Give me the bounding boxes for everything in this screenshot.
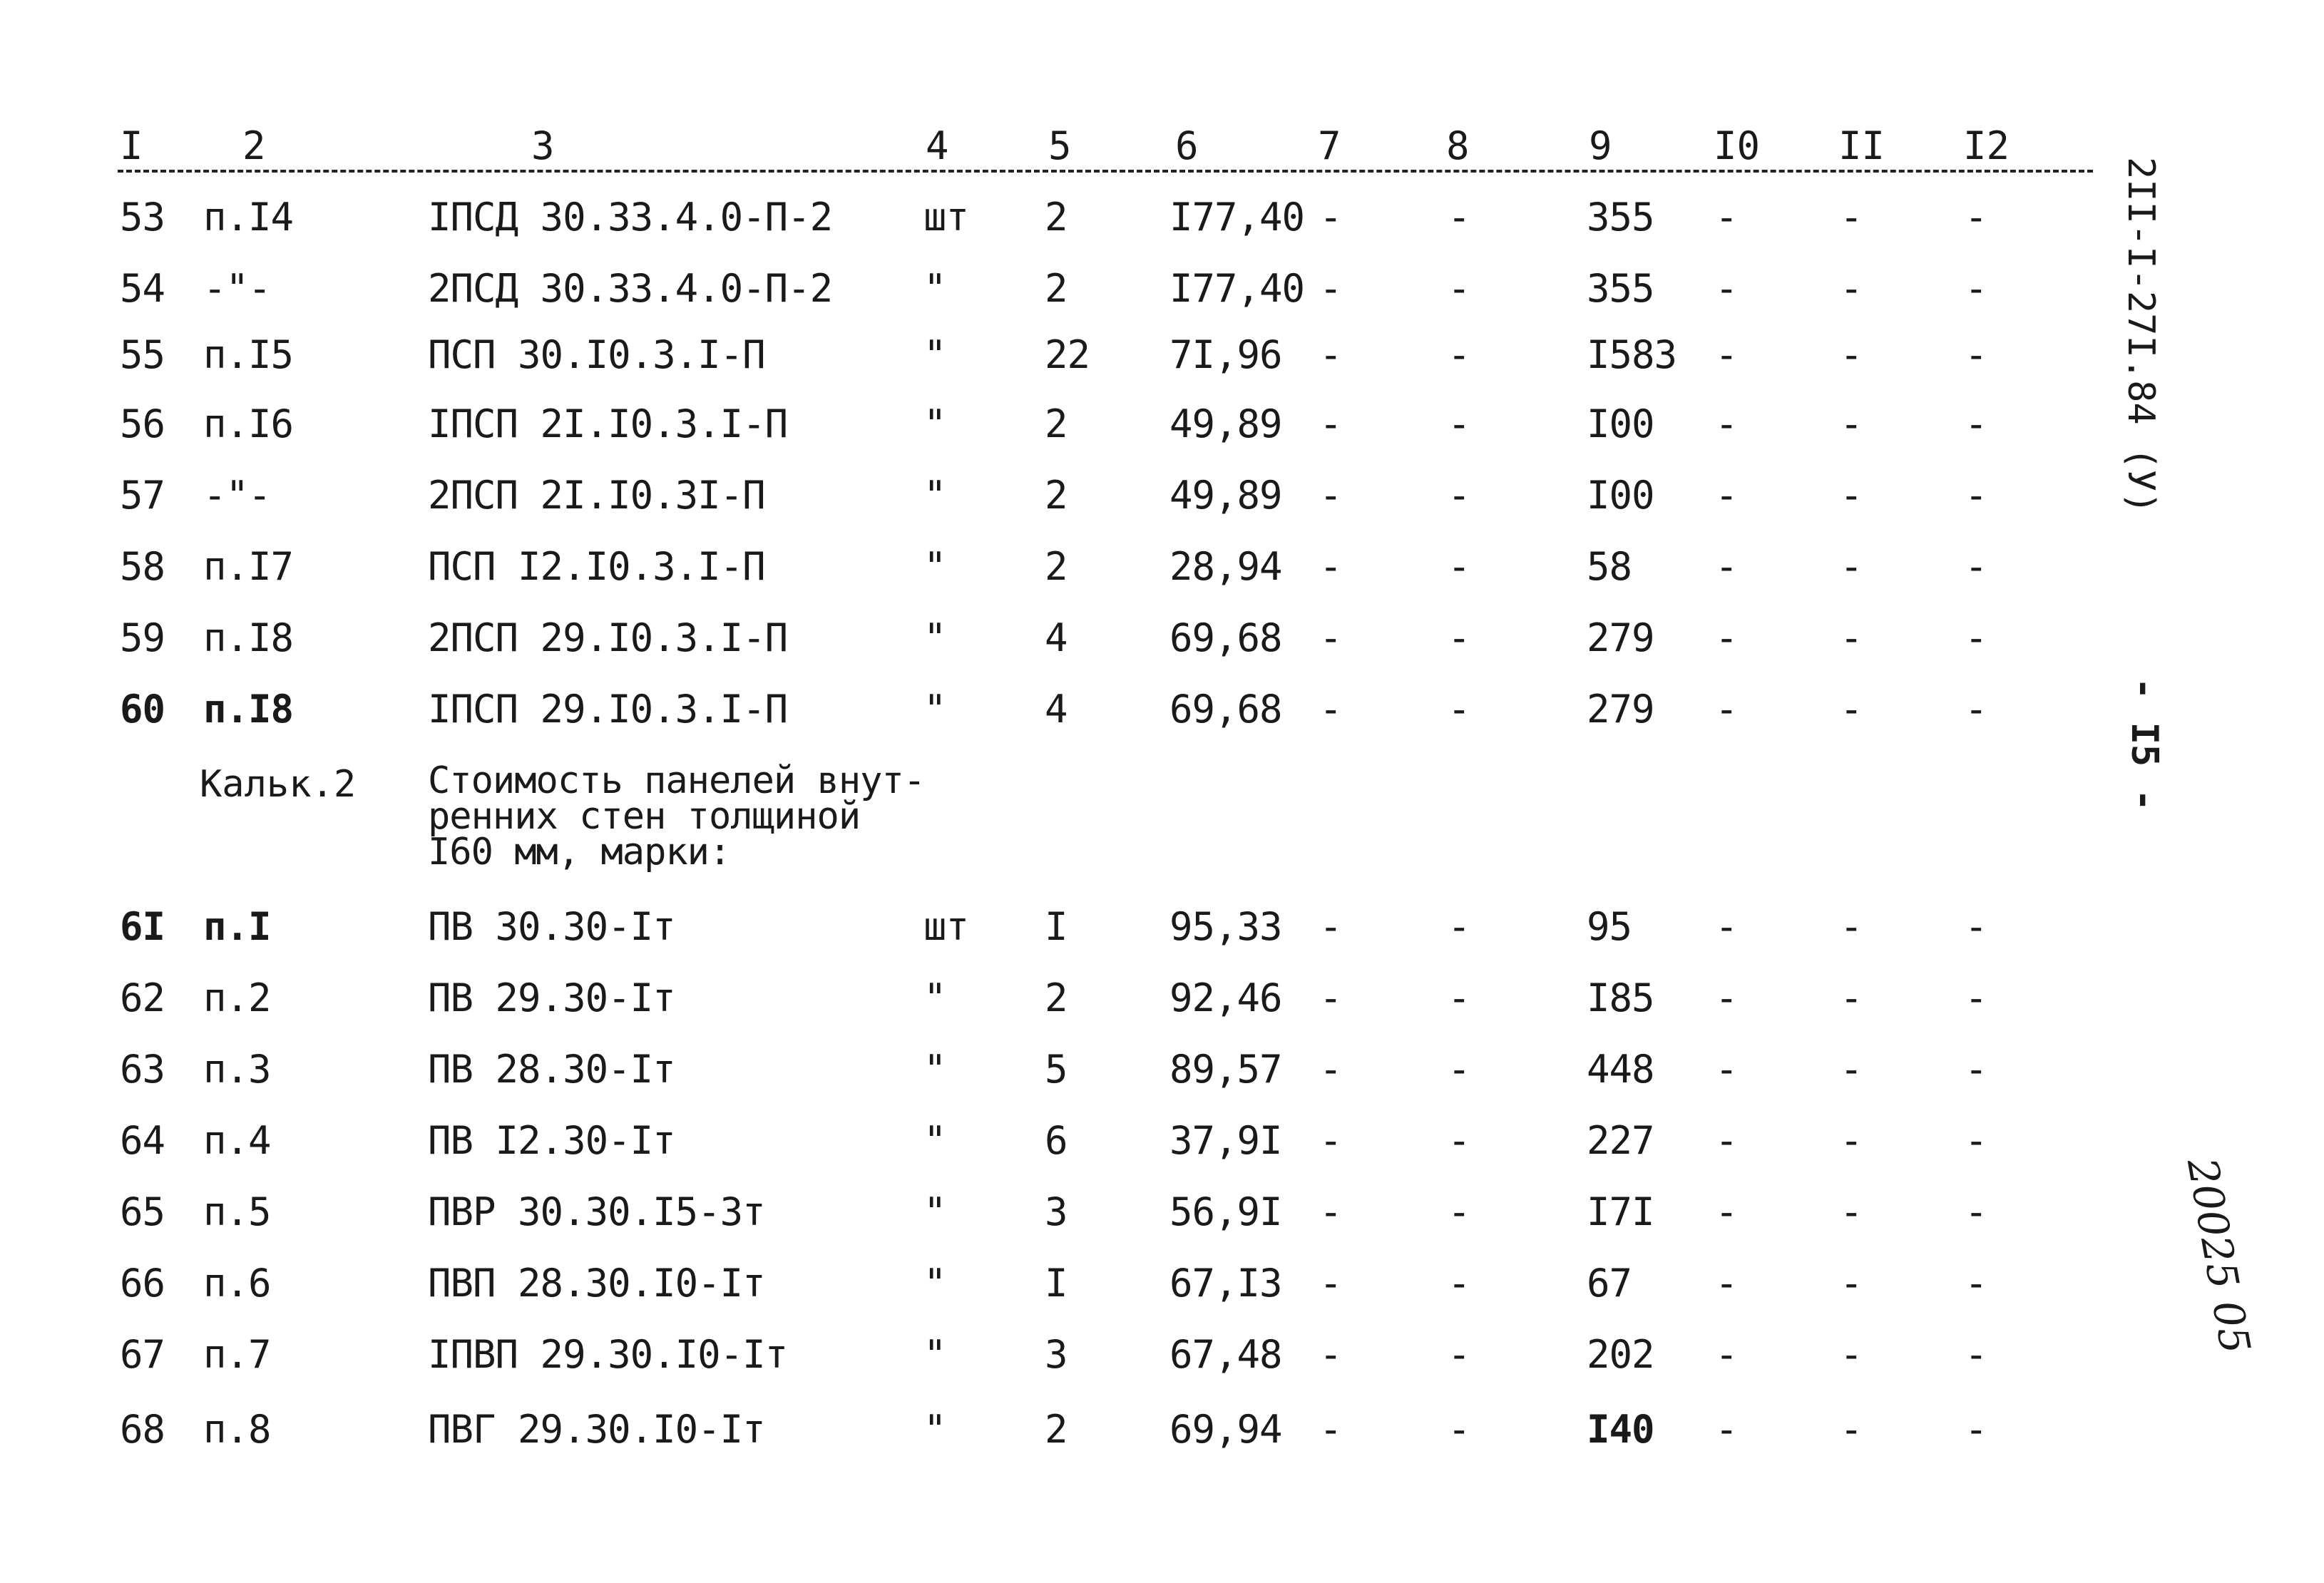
row-col10: - <box>1715 266 1738 311</box>
row-col8: - <box>1448 195 1470 240</box>
row-reference: п.I7 <box>203 544 294 589</box>
row-number: 57 <box>120 473 165 518</box>
row-reference: п.3 <box>203 1047 271 1092</box>
row-price: I77,40 <box>1169 266 1305 311</box>
row-number: 65 <box>120 1189 165 1234</box>
row-col7: - <box>1319 1118 1342 1163</box>
row-col11: - <box>1840 473 1863 518</box>
row-quantity: 2 <box>1045 195 1068 240</box>
row-number: 54 <box>120 266 165 311</box>
row-unit: " <box>923 615 946 660</box>
row-col8: - <box>1448 1407 1470 1452</box>
row-col12: - <box>1965 1047 1987 1092</box>
row-quantity: 4 <box>1045 615 1068 660</box>
column-header: 3 <box>531 123 555 168</box>
row-reference: п.I6 <box>203 401 294 446</box>
row-price: 37,9I <box>1169 1118 1282 1163</box>
row-quantity: I <box>1045 904 1068 949</box>
caption-line: ренних стен толщиной <box>428 795 861 838</box>
row-col11: - <box>1840 1332 1863 1377</box>
row-col12: - <box>1965 1332 1987 1377</box>
row-col11: - <box>1840 975 1863 1020</box>
row-col7: - <box>1319 1407 1342 1452</box>
row-name: ПВ 30.30-Iт <box>428 904 675 949</box>
row-col11: - <box>1840 1189 1863 1234</box>
column-header: 6 <box>1175 123 1199 168</box>
row-unit: " <box>923 401 946 446</box>
row-col7: - <box>1319 975 1342 1020</box>
row-number: 68 <box>120 1407 165 1452</box>
row-col10: - <box>1715 1189 1738 1234</box>
row-total: I00 <box>1587 401 1654 446</box>
row-unit: шт <box>923 195 969 240</box>
row-col10: - <box>1715 1332 1738 1377</box>
row-number: 60 <box>120 687 165 732</box>
row-col10: - <box>1715 975 1738 1020</box>
row-reference: п.5 <box>203 1189 271 1234</box>
row-total: 202 <box>1587 1332 1654 1377</box>
row-col10: - <box>1715 1047 1738 1092</box>
row-col7: - <box>1319 687 1342 732</box>
row-unit: " <box>923 473 946 518</box>
row-quantity: 3 <box>1045 1189 1068 1234</box>
row-total: 355 <box>1587 266 1654 311</box>
column-header: 5 <box>1048 123 1072 168</box>
row-price: 49,89 <box>1169 401 1282 446</box>
archive-stamp: 20025 05 <box>2177 1154 2260 1358</box>
row-price: 95,33 <box>1169 904 1282 949</box>
row-name: IПСП 2I.I0.3.I-П <box>428 401 788 446</box>
row-quantity: 2 <box>1045 544 1068 589</box>
row-col11: - <box>1840 1047 1863 1092</box>
row-col12: - <box>1965 544 1987 589</box>
column-header: 7 <box>1318 123 1341 168</box>
row-total: 448 <box>1587 1047 1654 1092</box>
row-unit: " <box>923 1407 946 1452</box>
row-number: 55 <box>120 332 165 377</box>
row-price: I77,40 <box>1169 195 1305 240</box>
row-price: 56,9I <box>1169 1189 1282 1234</box>
row-quantity: 5 <box>1045 1047 1068 1092</box>
row-col8: - <box>1448 332 1470 377</box>
row-number: 53 <box>120 195 165 240</box>
row-reference: п.I8 <box>203 687 294 732</box>
page-number: - I5 - <box>2123 677 2166 811</box>
row-col10: - <box>1715 1118 1738 1163</box>
row-col8: - <box>1448 1118 1470 1163</box>
row-unit: " <box>923 544 946 589</box>
row-unit: " <box>923 266 946 311</box>
row-name: IПСП 29.I0.3.I-П <box>428 687 788 732</box>
row-total: 67 <box>1587 1261 1632 1306</box>
row-quantity: 4 <box>1045 687 1068 732</box>
row-name: 2ПСП 29.I0.3.I-П <box>428 615 788 660</box>
row-col11: - <box>1840 332 1863 377</box>
row-col12: - <box>1965 401 1987 446</box>
row-reference: п.I5 <box>203 332 294 377</box>
row-col11: - <box>1840 904 1863 949</box>
row-col10: - <box>1715 904 1738 949</box>
row-price: 49,89 <box>1169 473 1282 518</box>
row-quantity: 2 <box>1045 401 1068 446</box>
row-number: 63 <box>120 1047 165 1092</box>
row-number: 56 <box>120 401 165 446</box>
row-col7: - <box>1319 1047 1342 1092</box>
column-header: II <box>1838 123 1885 168</box>
row-price: 69,68 <box>1169 615 1282 660</box>
row-total: 95 <box>1587 904 1632 949</box>
row-col7: - <box>1319 401 1342 446</box>
row-col11: - <box>1840 615 1863 660</box>
row-col10: - <box>1715 195 1738 240</box>
row-col12: - <box>1965 904 1987 949</box>
row-col11: - <box>1840 1118 1863 1163</box>
row-name: ПВР 30.30.I5-3т <box>428 1189 765 1234</box>
header-divider <box>118 170 2093 173</box>
column-header: 9 <box>1589 123 1612 168</box>
row-quantity: 22 <box>1045 332 1090 377</box>
document-code: 2II-I-27I.84 (У) <box>2119 157 2162 514</box>
row-name: ПВП 28.30.I0-Iт <box>428 1261 765 1306</box>
row-reference: -"- <box>203 266 271 311</box>
row-unit: " <box>923 1118 946 1163</box>
row-col10: - <box>1715 687 1738 732</box>
row-col12: - <box>1965 266 1987 311</box>
row-number: 64 <box>120 1118 165 1163</box>
column-header: 8 <box>1446 123 1470 168</box>
row-quantity: 3 <box>1045 1332 1068 1377</box>
row-number: 59 <box>120 615 165 660</box>
row-total: I00 <box>1587 473 1654 518</box>
caption-line: Стоимость панелей внут- <box>428 759 926 802</box>
row-col11: - <box>1840 266 1863 311</box>
row-col8: - <box>1448 687 1470 732</box>
row-name: IПВП 29.30.I0-Iт <box>428 1332 788 1377</box>
caption-line: I60 мм, марки: <box>428 831 731 874</box>
row-col10: - <box>1715 544 1738 589</box>
row-reference: п.4 <box>203 1118 271 1163</box>
row-col11: - <box>1840 401 1863 446</box>
section-reference: Кальк.2 <box>200 763 357 806</box>
row-col8: - <box>1448 904 1470 949</box>
row-reference: п.I4 <box>203 195 294 240</box>
row-reference: п.2 <box>203 975 271 1020</box>
row-quantity: 6 <box>1045 1118 1068 1163</box>
row-unit: " <box>923 1332 946 1377</box>
row-col7: - <box>1319 332 1342 377</box>
row-col10: - <box>1715 473 1738 518</box>
row-col7: - <box>1319 1189 1342 1234</box>
row-col8: - <box>1448 1261 1470 1306</box>
row-name: 2ПСП 2I.I0.3I-П <box>428 473 765 518</box>
column-header: I0 <box>1714 123 1761 168</box>
row-col8: - <box>1448 1189 1470 1234</box>
section-caption <box>428 759 926 874</box>
row-total: 279 <box>1587 615 1654 660</box>
row-col7: - <box>1319 195 1342 240</box>
row-reference: п.7 <box>203 1332 271 1377</box>
row-total: 227 <box>1587 1118 1654 1163</box>
row-col7: - <box>1319 1261 1342 1306</box>
row-col11: - <box>1840 1407 1863 1452</box>
row-col8: - <box>1448 473 1470 518</box>
row-quantity: 2 <box>1045 266 1068 311</box>
row-price: 7I,96 <box>1169 332 1282 377</box>
row-price: 67,48 <box>1169 1332 1282 1377</box>
row-col12: - <box>1965 473 1987 518</box>
row-name: ПСП 30.I0.3.I-П <box>428 332 765 377</box>
column-header: I2 <box>1963 123 2010 168</box>
row-col11: - <box>1840 195 1863 240</box>
row-total: I40 <box>1587 1407 1654 1452</box>
row-col7: - <box>1319 544 1342 589</box>
row-reference: п.I8 <box>203 615 294 660</box>
row-col12: - <box>1965 615 1987 660</box>
row-col8: - <box>1448 544 1470 589</box>
row-col11: - <box>1840 544 1863 589</box>
row-name: 2ПСД 30.33.4.0-П-2 <box>428 266 833 311</box>
row-unit: " <box>923 975 946 1020</box>
row-name: IПСД 30.33.4.0-П-2 <box>428 195 833 240</box>
row-price: 89,57 <box>1169 1047 1282 1092</box>
row-col10: - <box>1715 401 1738 446</box>
row-col12: - <box>1965 975 1987 1020</box>
column-header: 4 <box>926 123 949 168</box>
column-header: I <box>120 123 143 168</box>
row-number: 66 <box>120 1261 165 1306</box>
row-unit: " <box>923 332 946 377</box>
row-name: ПВГ 29.30.I0-Iт <box>428 1407 765 1452</box>
row-price: 92,46 <box>1169 975 1282 1020</box>
row-price: 69,68 <box>1169 687 1282 732</box>
row-price: 69,94 <box>1169 1407 1282 1452</box>
row-col12: - <box>1965 1261 1987 1306</box>
row-col8: - <box>1448 975 1470 1020</box>
row-reference: п.I <box>203 904 271 949</box>
row-col10: - <box>1715 1407 1738 1452</box>
row-number: 58 <box>120 544 165 589</box>
row-total: I583 <box>1587 332 1677 377</box>
row-col12: - <box>1965 1407 1987 1452</box>
row-unit: " <box>923 687 946 732</box>
row-col8: - <box>1448 401 1470 446</box>
row-col10: - <box>1715 332 1738 377</box>
row-price: 67,I3 <box>1169 1261 1282 1306</box>
row-name: ПВ I2.30-Iт <box>428 1118 675 1163</box>
row-col10: - <box>1715 1261 1738 1306</box>
row-col11: - <box>1840 1261 1863 1306</box>
row-name: ПВ 28.30-Iт <box>428 1047 675 1092</box>
row-total: 355 <box>1587 195 1654 240</box>
row-quantity: 2 <box>1045 473 1068 518</box>
row-total: I7I <box>1587 1189 1654 1234</box>
row-col12: - <box>1965 1118 1987 1163</box>
row-unit: " <box>923 1189 946 1234</box>
row-reference: п.8 <box>203 1407 271 1452</box>
row-unit: " <box>923 1047 946 1092</box>
row-quantity: I <box>1045 1261 1068 1306</box>
row-col12: - <box>1965 1189 1987 1234</box>
row-name: ПВ 29.30-Iт <box>428 975 675 1020</box>
row-col12: - <box>1965 332 1987 377</box>
row-reference: -"- <box>203 473 271 518</box>
row-unit: " <box>923 1261 946 1306</box>
row-col12: - <box>1965 687 1987 732</box>
row-col8: - <box>1448 1332 1470 1377</box>
row-number: 62 <box>120 975 165 1020</box>
row-col10: - <box>1715 615 1738 660</box>
row-col7: - <box>1319 266 1342 311</box>
row-name: ПСП I2.I0.3.I-П <box>428 544 765 589</box>
row-total: 279 <box>1587 687 1654 732</box>
row-quantity: 2 <box>1045 975 1068 1020</box>
row-col7: - <box>1319 1332 1342 1377</box>
row-price: 28,94 <box>1169 544 1282 589</box>
row-col12: - <box>1965 195 1987 240</box>
row-col11: - <box>1840 687 1863 732</box>
row-number: 6I <box>120 904 165 949</box>
row-total: 58 <box>1587 544 1632 589</box>
row-number: 67 <box>120 1332 165 1377</box>
row-col8: - <box>1448 266 1470 311</box>
row-quantity: 2 <box>1045 1407 1068 1452</box>
column-header: 2 <box>242 123 266 168</box>
row-col7: - <box>1319 904 1342 949</box>
row-col8: - <box>1448 615 1470 660</box>
row-total: I85 <box>1587 975 1654 1020</box>
row-reference: п.6 <box>203 1261 271 1306</box>
row-unit: шт <box>923 904 969 949</box>
row-col7: - <box>1319 615 1342 660</box>
row-col7: - <box>1319 473 1342 518</box>
row-col8: - <box>1448 1047 1470 1092</box>
